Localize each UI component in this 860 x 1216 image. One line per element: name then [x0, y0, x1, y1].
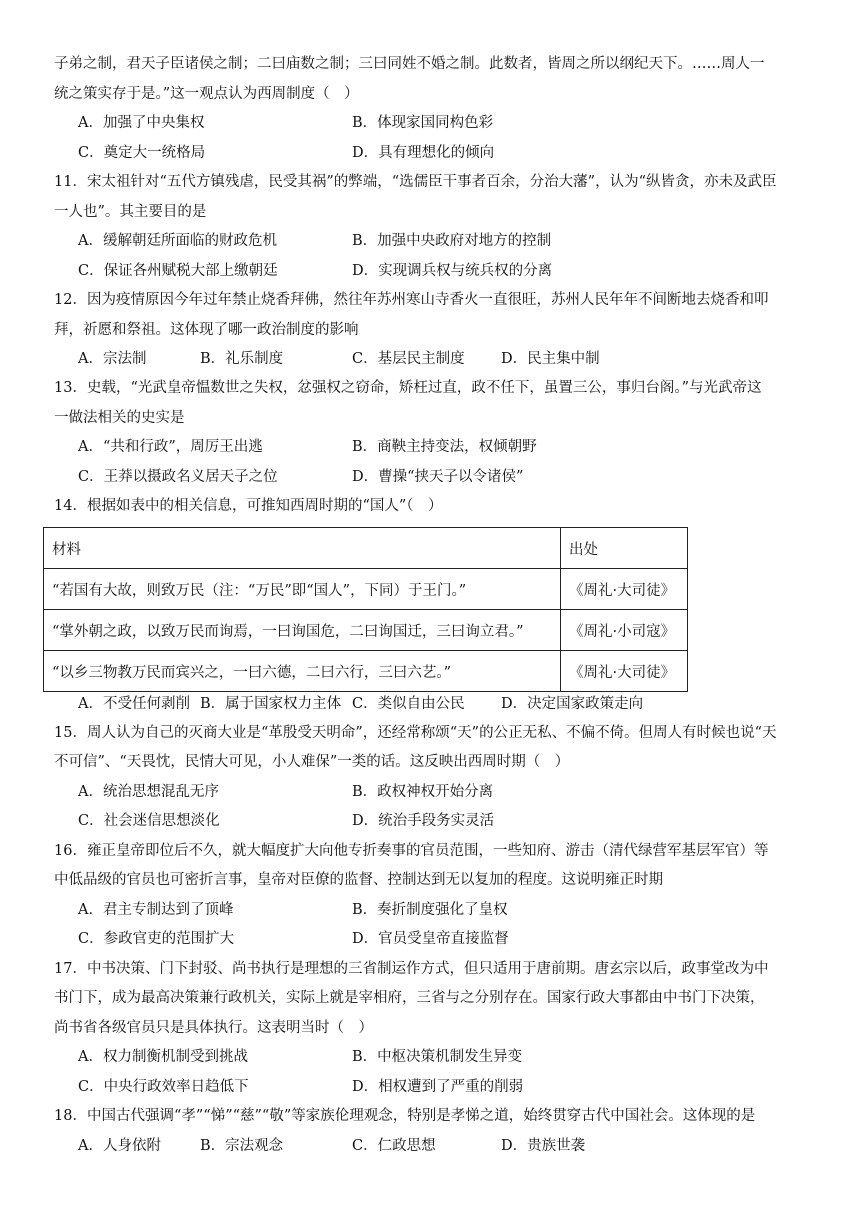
- table-cell-material: “若国有大故，则致万民（注：“万民”即“国人”，下同）于王门。”: [44, 569, 561, 610]
- question-14-option-d: D．决定国家政策走向: [501, 696, 644, 712]
- table-header-material: 材料: [44, 528, 561, 569]
- question-18-option-c: C．仁政思想: [352, 1138, 436, 1154]
- question-14-stem: 14．根据如表中的相关信息，可推知西周时期的“国人”（ ）: [54, 498, 443, 514]
- question-12-option-b: B．礼乐制度: [200, 351, 284, 367]
- question-17-text-line-2: 书门下，成为最高决策兼行政机关，实际上就是宰相府，三省与之分别存在。国家行政大事都由中书门下决策，: [54, 990, 765, 1006]
- question-15-option-d: D．统治手段务实灵活: [352, 813, 495, 829]
- question-13-option-c: C．王莽以摄政名义居天子之位: [78, 469, 278, 485]
- question-15-text-line-2: 不可信”、“天畏忱，民情大可见，小人难保”一类的话。这反映出西周时期（ ）: [54, 754, 570, 770]
- table-row: [44, 651, 688, 692]
- question-17-text-line-1: 17．中书决策、门下封驳、尚书执行是理想的三省制运作方式，但只适用于唐前期。唐玄宗以后，政事堂改为中: [54, 961, 769, 977]
- question-18-option-a: A．人身依附: [78, 1138, 161, 1154]
- table-cell-source: 《周礼·大司徒》: [561, 569, 688, 610]
- question-14-option-b: B．属于国家权力主体: [200, 696, 342, 712]
- question-18-text-line-1: 18．中国古代强调“孝”“悌”“慈”“敬”等家族伦理观念，特别是孝悌之道，始终贯穿古代中国社会。这体现的是: [54, 1108, 756, 1124]
- question-11-text-line-2: 一人也”。其主要目的是: [54, 204, 207, 220]
- question-16-option-a: A．君主专制达到了顶峰: [78, 902, 234, 918]
- question-10-option-b: B．体现家国同构色彩: [352, 115, 494, 131]
- question-15-option-b: B．政权神权开始分离: [352, 784, 494, 800]
- question-11-option-b: B．加强中央政府对地方的控制: [352, 233, 552, 249]
- question-11-option-c: C．保证各州赋税大部上缴朝廷: [78, 263, 278, 279]
- question-10-text-line-1: 子弟之制，君天子臣诸侯之制；二曰庙数之制；三曰同姓不婚之制。此数者，皆周之所以纲纪天下。……周人一: [54, 56, 765, 72]
- question-15-option-a: A．统治思想混乱无序: [78, 784, 219, 800]
- question-16-text-line-1: 16．雍正皇帝即位后不久，就大幅度扩大向他专折奏事的官员范围，一些知府、游击（清代绿营军基层军官）等: [54, 843, 769, 859]
- question-16-text-line-2: 中低品级的官员也可密折言事，皇帝对臣僚的监督、控制达到无以复加的程度。这说明雍正时期: [54, 872, 663, 888]
- question-12-option-a: A．宗法制: [78, 351, 147, 367]
- question-16-option-b: B．奏折制度强化了皇权: [352, 902, 508, 918]
- table-cell-source: 《周礼·小司寇》: [561, 610, 688, 651]
- question-17-text-line-3: 尚书省各级官员只是具体执行。这表明当时（ ）: [54, 1020, 373, 1036]
- question-17-option-d: D．相权遭到了严重的削弱: [352, 1079, 524, 1095]
- question-17-option-b: B．中枢决策机制发生异变: [352, 1049, 523, 1065]
- question-18-option-b: B．宗法观念: [200, 1138, 284, 1154]
- question-13-option-d: D．曹操“挟天子以令诸侯”: [352, 469, 524, 485]
- question-10-option-c: C．奠定大一统格局: [78, 145, 206, 161]
- table-header-source: 出处: [561, 528, 688, 569]
- question-12-option-d: D．民主集中制: [501, 351, 600, 367]
- question-12-option-c: C．基层民主制度: [352, 351, 465, 367]
- question-14-option-a: A．不受任何剥削: [78, 696, 190, 712]
- question-10-option-a: A．加强了中央集权: [78, 115, 205, 131]
- question-14-option-c: C．类似自由公民: [352, 696, 465, 712]
- table-row: [44, 610, 688, 651]
- table-cell-material: “掌外朝之政，以致万民而询焉，一曰询国危，二曰询国迁，三曰询立君。”: [44, 610, 561, 651]
- question-18-option-d: D．贵族世袭: [501, 1138, 586, 1154]
- question-11-option-d: D．实现调兵权与统兵权的分离: [352, 263, 553, 279]
- question-17-option-c: C．中央行政效率日趋低下: [78, 1079, 249, 1095]
- question-12-text-line-2: 拜，祈愿和祭祖。这体现了哪一政治制度的影响: [54, 322, 359, 338]
- question-17-option-a: A．权力制衡机制受到挑战: [78, 1049, 248, 1065]
- question-11-text-line-1: 11．宋太祖针对“五代方镇残虐，民受其祸”的弊端，“选儒臣干事者百余，分治大藩”，认为“纵皆贪，亦未及武臣: [54, 174, 777, 190]
- question-16-option-d: D．官员受皇帝直接监督: [352, 931, 509, 947]
- question-15-option-c: C．社会迷信思想淡化: [78, 813, 220, 829]
- table-cell-source: 《周礼·大司徒》: [561, 651, 688, 692]
- question-11-option-a: A．缓解朝廷所面临的财政危机: [78, 233, 277, 249]
- question-13-text-line-1: 13．史载，“光武皇帝愠数世之失权，忿强权之窃命，矫枉过直，政不任下，虽置三公，事归台阁。”与光武帝这: [54, 380, 762, 396]
- question-10-text-line-2: 统之策实存于是。”这一观点认为西周制度（ ）: [54, 86, 359, 102]
- question-14-table: [43, 527, 688, 692]
- question-16-option-c: C．参政官吏的范围扩大: [78, 931, 235, 947]
- table-cell-material: “以乡三物教万民而宾兴之，一曰六德，二曰六行，三曰六艺。”: [44, 651, 561, 692]
- question-10-option-d: D．具有理想化的倾向: [352, 145, 495, 161]
- question-13-option-b: B．商鞅主持变法，权倾朝野: [352, 439, 537, 455]
- question-13-option-a: A．“共和行政”，周厉王出逃: [78, 439, 263, 455]
- table-row: [44, 569, 688, 610]
- question-12-text-line-1: 12．因为疫情原因今年过年禁止烧香拜佛，然往年苏州寒山寺香火一直很旺，苏州人民年年不间断地去烧香和叩: [54, 292, 769, 308]
- question-13-text-line-2: 一做法相关的史实是: [54, 410, 185, 426]
- question-15-text-line-1: 15．周人认为自己的灭商大业是“革殷受天明命”，还经常称颂“天”的公正无私、不偏不倚。但周人有时候也说“天: [54, 725, 777, 741]
- table-header-row: [44, 528, 688, 569]
